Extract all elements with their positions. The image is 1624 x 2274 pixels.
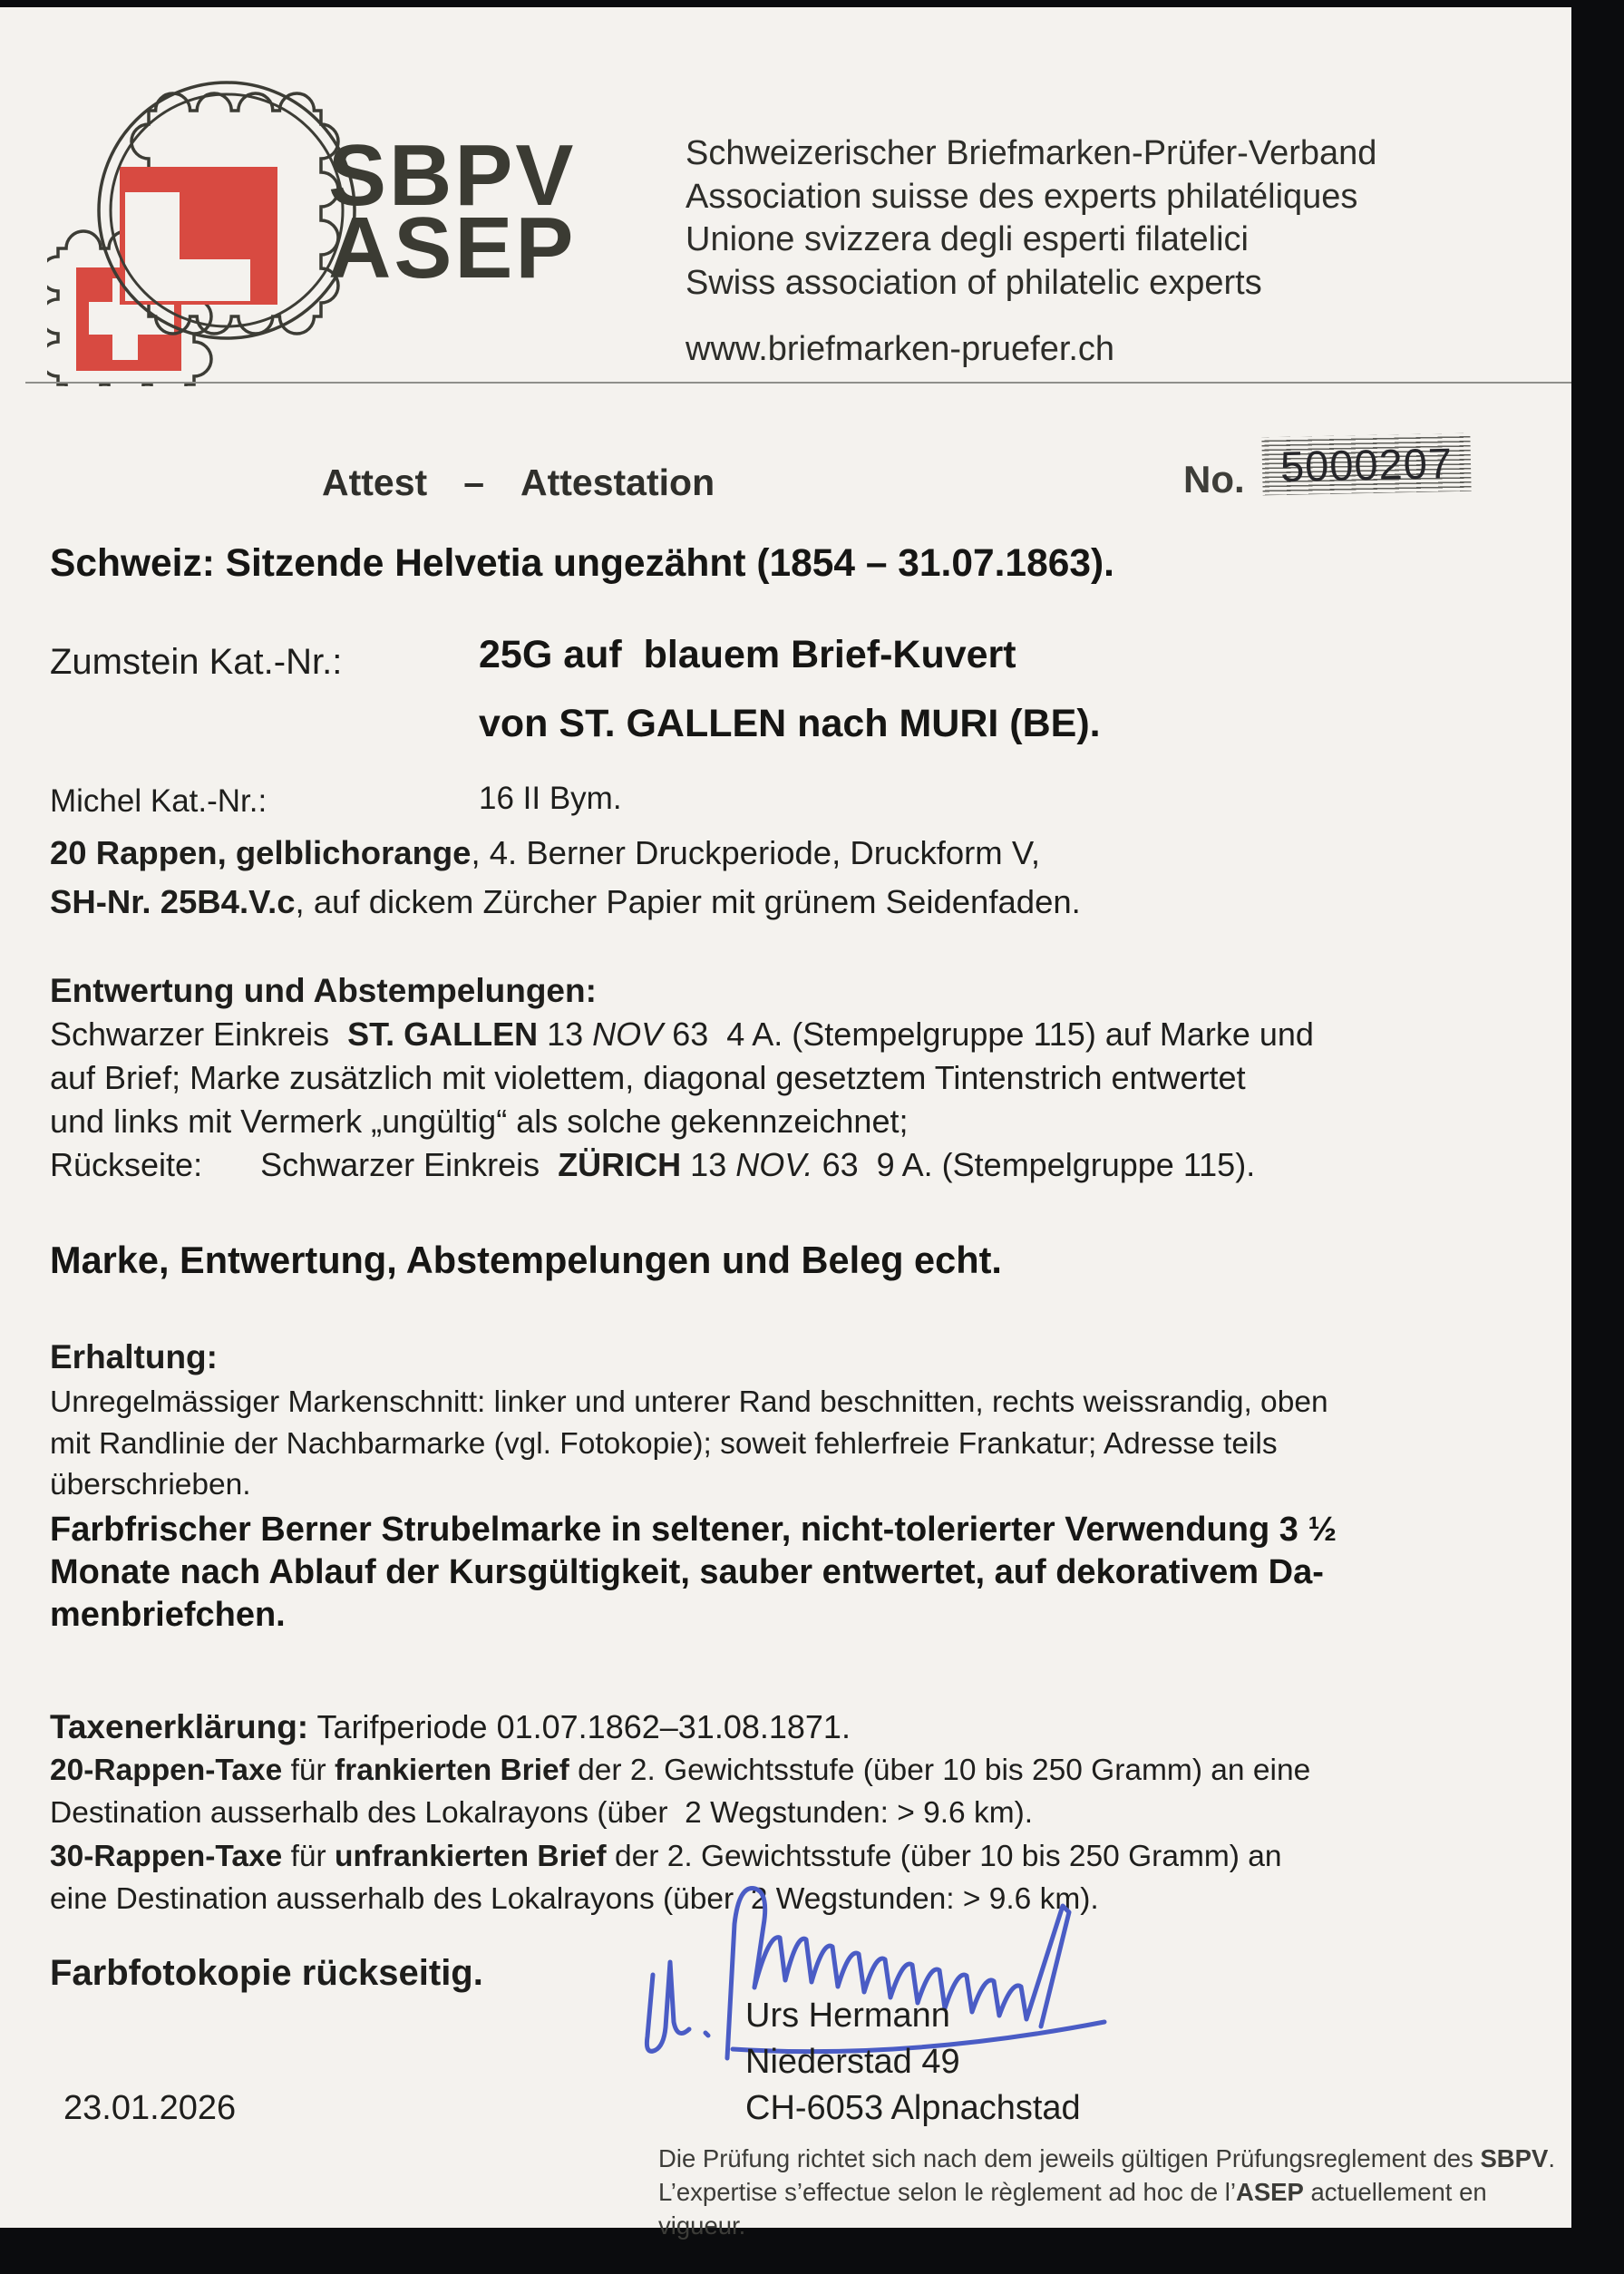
expert-street: Niederstad 49 xyxy=(745,2043,960,2081)
canc1-post: 63 4 A. (Stempelgruppe 115) auf Marke und xyxy=(663,1016,1314,1053)
attest-label-fr: Attestation xyxy=(520,462,715,503)
tax3-rest: der 2. Gewichtsstufe (über 10 bis 250 Gramm) an xyxy=(606,1840,1282,1873)
org-name-english: Swiss association of philatelic experts xyxy=(686,263,1262,302)
footer-legal xyxy=(658,2142,1571,2242)
canc4-mid: 13 xyxy=(681,1146,736,1183)
condition-paragraph1 xyxy=(50,1382,1328,1506)
footer2-pre: L’expertise s’effectue selon le règlement ad hoc de l’ xyxy=(658,2178,1236,2206)
org-name-italian: Unione svizzera degli esperti filatelici xyxy=(686,220,1249,258)
certificate-title: Schweiz: Sitzende Helvetia ungezähnt (1854 – 31.07.1863). xyxy=(50,542,1114,585)
stamp-denomination: 20 Rappen, gelblichorange xyxy=(50,834,472,871)
footer2-post: actuellement en vigueur. xyxy=(658,2178,1487,2240)
tax-line2: Destination ausserhalb des Lokalrayons (über 2 Wegstunden: > 9.6 km). xyxy=(50,1796,1034,1830)
sh-number: SH-Nr. 25B4.V.c xyxy=(50,883,296,920)
certificate-number: 5000207 xyxy=(1279,438,1454,491)
canc1-mid: 13 xyxy=(538,1016,593,1053)
org-name-german: Schweizerischer Briefmarken-Prüfer-Verband xyxy=(686,134,1377,172)
footer1-pre: Die Prüfung richtet sich nach dem jeweils gültigen Prüfungsreglement des xyxy=(658,2144,1481,2172)
condition-p2-line3: menbriefchen. xyxy=(50,1596,286,1634)
canc4-pre: Schwarzer Einkreis xyxy=(260,1146,559,1183)
stamp-description-line1 xyxy=(50,834,1040,872)
condition-heading: Erhaltung: xyxy=(50,1338,218,1375)
canc4-town: ZÜRICH xyxy=(558,1146,682,1183)
header-divider xyxy=(25,382,1571,384)
zumstein-value-line2: von ST. GALLEN nach MURI (BE). xyxy=(479,702,1101,745)
tax-franked: frankierten Brief xyxy=(335,1754,569,1787)
cancellation-line3: und links mit Vermerk „ungültig“ als solche gekennzeichnet; xyxy=(50,1103,909,1140)
org-abbr-de: SBPV xyxy=(328,127,577,224)
stamp-desc-rest1: , 4. Berner Druckperiode, Druckform V, xyxy=(471,834,1040,871)
footer1-sbpv: SBPV xyxy=(1480,2144,1549,2172)
expert-address xyxy=(745,1993,1081,2132)
condition-p2-line2: Monate nach Ablauf der Kursgültigkeit, sauber entwertet, auf dekorativem Da- xyxy=(50,1553,1324,1591)
zumstein-label: Zumstein Kat.-Nr.: xyxy=(50,642,343,682)
org-name-french: Association suisse des experts philatéliques xyxy=(686,177,1358,216)
footer-line-de xyxy=(658,2142,1571,2175)
attest-dash: – xyxy=(463,462,484,503)
expert-name: Urs Hermann xyxy=(745,1997,950,2035)
website-url: www.briefmarken-pruefer.ch xyxy=(686,330,1115,368)
stamp-description-line2 xyxy=(50,883,1081,921)
certificate-no-label: No. xyxy=(1183,458,1245,500)
attest-heading xyxy=(322,462,715,504)
backside-label: Rückseite: xyxy=(50,1146,203,1183)
condition-p2-line1: Farbfrischer Berner Strubelmarke in seltener, nicht-tolerierter Verwendung 3 ½ xyxy=(50,1511,1337,1549)
big-stamp-icon xyxy=(120,93,338,334)
footer1-post: . xyxy=(1548,2144,1555,2172)
tax-unfranked: unfrankierten Brief xyxy=(335,1840,607,1873)
zumstein-value-line1: 25G auf blauem Brief-Kuvert xyxy=(479,633,1016,676)
tax1-mid: für xyxy=(282,1754,335,1787)
tax-20rp: 20-Rappen-Taxe xyxy=(50,1754,283,1787)
condition-p1-line3: überschrieben. xyxy=(50,1468,251,1501)
tax3-mid: für xyxy=(282,1840,335,1873)
canc1-month: NOV xyxy=(592,1016,664,1053)
condition-paragraph2 xyxy=(50,1509,1337,1637)
cancellation-line4 xyxy=(50,1146,1255,1184)
attest-label-de: Attest xyxy=(322,462,428,503)
canc4-month: NOV. xyxy=(735,1146,813,1183)
certificate-number-field xyxy=(1261,433,1471,496)
cancellation-line1 xyxy=(50,1016,1314,1054)
org-abbreviation xyxy=(328,127,577,296)
canc1-town: ST. GALLEN xyxy=(347,1016,539,1053)
certificate-paper xyxy=(0,7,1571,2240)
footer2-asep: ASEP xyxy=(1235,2178,1304,2206)
cancellation-heading: Entwertung und Abstempelungen: xyxy=(50,972,597,1009)
michel-label: Michel Kat.-Nr.: xyxy=(50,783,267,819)
michel-value: 16 II Bym. xyxy=(479,781,622,816)
tax-tariff-period: Tarifperiode 01.07.1862–31.08.1871. xyxy=(308,1708,851,1745)
tax-line4: eine Destination ausserhalb des Lokalrayons (über 2 Wegstunden: > 9.6 km). xyxy=(50,1882,1099,1916)
cancellation-line2: auf Brief; Marke zusätzlich mit violettem, diagonal gesetztem Tintenstrich entwertet xyxy=(50,1059,1246,1096)
tax-line1 xyxy=(50,1754,1310,1788)
tax-30rp: 30-Rappen-Taxe xyxy=(50,1840,283,1873)
photocopy-note: Farbfotokopie rückseitig. xyxy=(50,1953,483,1993)
condition-p1-line2: mit Randlinie der Nachbarmarke (vgl. Fotokopie); soweit fehlerfreie Frankatur; Adresse teils xyxy=(50,1426,1278,1461)
canc4-post: 63 9 A. (Stempelgruppe 115). xyxy=(812,1146,1256,1183)
footer-line-fr xyxy=(658,2175,1571,2242)
org-abbr-fr: ASEP xyxy=(328,199,577,296)
condition-p1-line1: Unregelmässiger Markenschnitt: linker und unterer Rand beschnitten, rechts weissrandig, oben xyxy=(50,1385,1328,1419)
certificate-date: 23.01.2026 xyxy=(63,2089,237,2127)
expert-city: CH-6053 Alpnachstad xyxy=(745,2089,1081,2127)
authenticity-verdict: Marke, Entwertung, Abstempelungen und Beleg echt. xyxy=(50,1239,1002,1281)
tax-heading: Taxenerklärung: xyxy=(50,1708,309,1745)
tax1-rest: der 2. Gewichtsstufe (über 10 bis 250 Gramm) an eine xyxy=(569,1754,1311,1787)
org-names xyxy=(686,132,1376,305)
canc1-pre: Schwarzer Einkreis xyxy=(50,1016,348,1053)
stamp-desc-rest2: , auf dickem Zürcher Papier mit grünem Seidenfaden. xyxy=(295,883,1081,920)
tax-heading-line xyxy=(50,1708,851,1746)
